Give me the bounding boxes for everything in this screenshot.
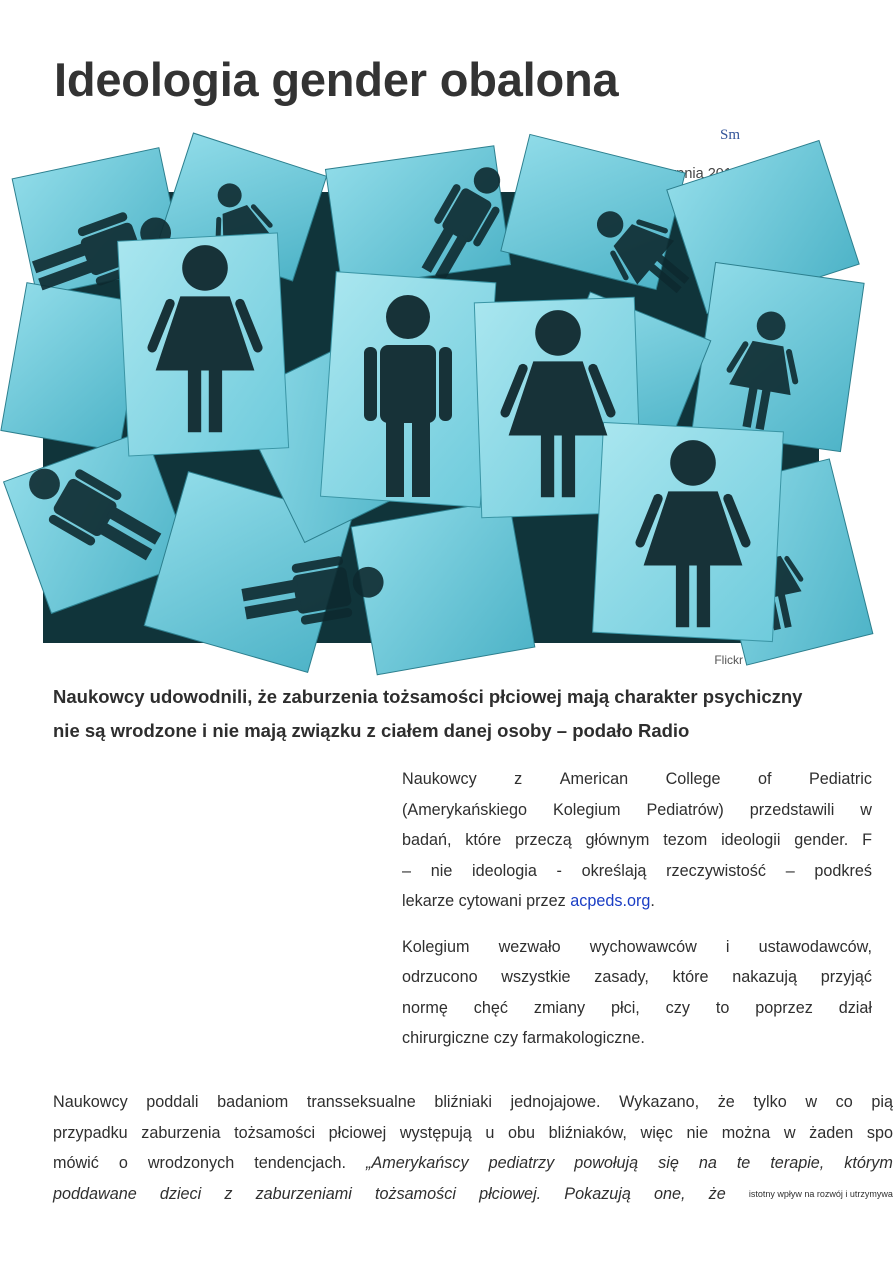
paragraph-line — [402, 795, 872, 826]
word: głównym — [585, 831, 650, 849]
word: Wykazano, — [619, 1093, 700, 1111]
word: które — [672, 968, 709, 986]
paragraph-line — [402, 993, 872, 1024]
word: określają — [581, 861, 647, 880]
word: normę — [402, 998, 448, 1017]
article-lead — [53, 680, 857, 748]
word: spo — [866, 1123, 893, 1142]
paragraph-line — [402, 886, 872, 917]
word: obu — [508, 1123, 536, 1142]
word: przeczą — [515, 831, 572, 849]
paragraph-gap — [402, 917, 857, 932]
word: wrodzonych — [147, 1154, 235, 1172]
paragraph-line — [53, 1179, 893, 1210]
quote-word: że — [708, 1184, 726, 1203]
word: - — [556, 861, 562, 880]
word: rzeczywistość — [666, 861, 766, 880]
quote-word: pediatrzy — [488, 1154, 555, 1172]
paragraph-line — [53, 1087, 893, 1118]
word: – — [402, 861, 412, 880]
word: występują — [399, 1123, 472, 1142]
word: ustawodawców, — [758, 937, 872, 956]
quote-word: tożsamości — [374, 1184, 456, 1203]
word: że — [717, 1093, 735, 1111]
word: Kolegium — [553, 800, 621, 819]
word: i — [725, 937, 730, 956]
quote-word: zaburzeniami — [255, 1184, 352, 1203]
word: tożsamości — [234, 1123, 316, 1142]
quote-word: Pokazują — [564, 1184, 631, 1203]
word: wszystkie — [501, 968, 571, 986]
word: transseksualne — [306, 1093, 416, 1111]
quote-word: powołują — [574, 1154, 639, 1172]
word: podkreś — [814, 861, 872, 880]
word: w — [860, 800, 872, 819]
word: tezom — [663, 831, 708, 849]
paragraph-text: lekarze cytowani przez — [402, 892, 571, 910]
word: badaniom — [217, 1093, 289, 1111]
word: które — [465, 831, 502, 849]
word: chęć — [473, 998, 508, 1017]
quote-word: „Amerykańscy — [366, 1154, 469, 1172]
word: Naukowcy — [402, 770, 477, 788]
word: odrzucono — [402, 968, 478, 986]
quote-word: te — [736, 1154, 751, 1172]
word: tylko — [753, 1093, 787, 1111]
author-name[interactable]: Sm — [720, 127, 741, 143]
word: dział — [838, 998, 872, 1017]
quote-word: którym — [844, 1154, 893, 1172]
word: przedstawili — [749, 800, 835, 819]
paragraph-line — [402, 856, 872, 887]
word: można — [721, 1123, 771, 1142]
word: mówić — [53, 1154, 99, 1172]
word: wychowawców — [589, 937, 697, 956]
word: co — [835, 1093, 853, 1111]
word: o — [118, 1154, 128, 1172]
word: wezwało — [498, 937, 561, 956]
article-body — [53, 1087, 893, 1209]
paragraph-line — [402, 932, 872, 963]
word: płciowej — [328, 1123, 387, 1142]
paragraph-text: chirurgiczne czy farmakologiczne. — [402, 1029, 645, 1047]
source-link[interactable]: acpeds.org — [570, 892, 651, 910]
paragraph-line — [53, 1148, 893, 1179]
word: American — [559, 770, 629, 788]
article-sidebar-text — [402, 764, 872, 1054]
word: nie — [430, 861, 453, 880]
word: tendencjach. — [254, 1154, 347, 1172]
word: of — [757, 770, 772, 788]
word: bliźniaki — [434, 1093, 492, 1111]
paragraph-line — [402, 1023, 872, 1054]
paragraph-line — [402, 764, 872, 795]
word: gender. — [794, 831, 849, 849]
lead-line: Naukowcy udowodnili, że zaburzenia tożsamości płciowej mają charakter psychiczny — [53, 686, 803, 707]
word: to — [715, 998, 730, 1017]
quote-word: płciowej. — [479, 1184, 542, 1203]
quote-word: one, — [654, 1184, 686, 1203]
word: badań, — [402, 831, 452, 849]
word: Pediatric — [808, 770, 872, 788]
word: zaburzenia — [141, 1123, 221, 1142]
word: w — [783, 1123, 796, 1142]
quote-word: z — [224, 1184, 233, 1203]
word: – — [785, 861, 795, 880]
tiny-text: istotny wpływ na rozwój i utrzymywa — [748, 1188, 893, 1199]
paragraph-line — [53, 1118, 893, 1149]
word: F — [862, 831, 872, 849]
quote-word: poddawane — [53, 1184, 137, 1203]
word: jednojajowe. — [510, 1093, 601, 1111]
word: (Amerykańskiego — [402, 800, 528, 819]
word: Naukowcy — [53, 1093, 128, 1111]
word: Pediatrów) — [646, 800, 724, 819]
word: nie — [686, 1123, 709, 1142]
paragraph-line — [402, 825, 872, 856]
word: zasady, — [594, 968, 649, 986]
word: nakazują — [732, 968, 798, 986]
word: College — [665, 770, 721, 788]
paragraph-line — [402, 962, 872, 993]
word: ideologii — [721, 831, 781, 849]
word: u — [485, 1123, 495, 1142]
word: czy — [665, 998, 690, 1017]
quote-word: na — [698, 1154, 717, 1172]
word: przyjąć — [820, 968, 872, 986]
word: zmiany — [533, 998, 586, 1017]
word: w — [805, 1093, 818, 1111]
word: z — [514, 770, 523, 788]
quote-word: dzieci — [159, 1184, 202, 1203]
word: przypadku — [53, 1123, 128, 1142]
word: więc — [640, 1123, 673, 1142]
lead-line: nie są wrodzone i nie mają związku z ciałem danej osoby – podało Radio — [53, 720, 690, 741]
word: poprzez — [755, 998, 813, 1017]
article-title: Ideologia gender obalona — [54, 53, 619, 106]
article-photo — [43, 192, 819, 643]
quote-word: terapie, — [770, 1154, 825, 1172]
word: płci, — [611, 998, 640, 1017]
period: . — [650, 892, 655, 910]
word: ideologia — [472, 861, 537, 880]
word: Kolegium — [402, 937, 470, 956]
quote-word: się — [658, 1154, 679, 1172]
word: poddali — [146, 1093, 199, 1111]
word: bliźniaków, — [548, 1123, 627, 1142]
word: pią — [871, 1093, 893, 1111]
photo-credit: Flickr — [714, 653, 743, 667]
word: żaden — [809, 1123, 854, 1142]
